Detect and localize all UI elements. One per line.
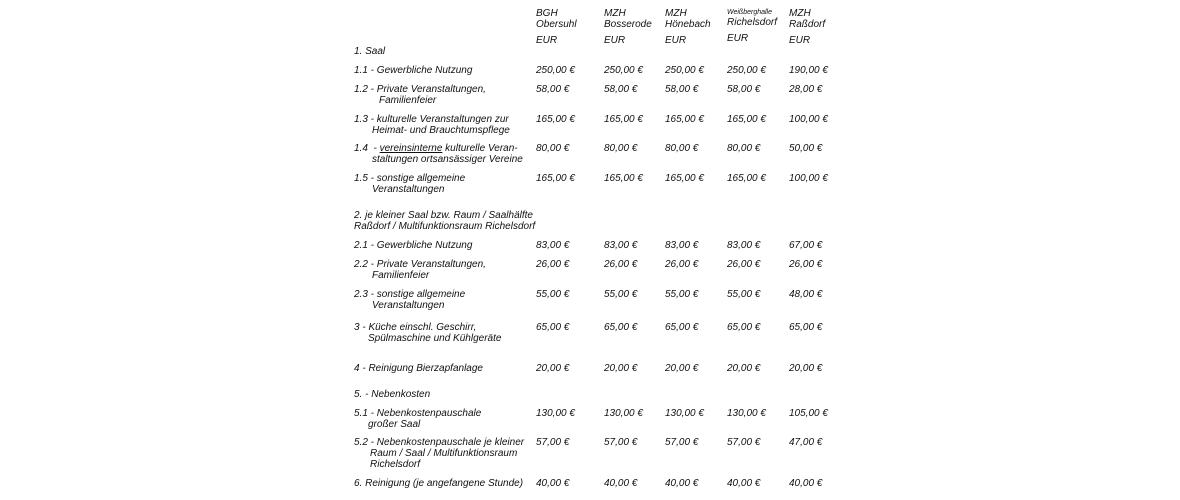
row-value: 65,00 € — [604, 322, 638, 333]
row-label — [354, 114, 510, 136]
row-value: 67,00 € — [789, 240, 823, 251]
column-header-line1: Weißberghalle — [727, 9, 773, 16]
row-value: 165,00 € — [665, 114, 704, 125]
row-value: 40,00 € — [536, 478, 570, 489]
row-value: 80,00 € — [727, 143, 761, 154]
row-value: 105,00 € — [789, 408, 828, 419]
row-value: 55,00 € — [665, 289, 699, 300]
row-value: 50,00 € — [789, 143, 823, 154]
row-value: 80,00 € — [604, 143, 638, 154]
row-value: 250,00 € — [727, 65, 766, 76]
column-header-line1: MZH — [789, 8, 811, 19]
row-value: 165,00 € — [604, 114, 643, 125]
row-value: 40,00 € — [727, 478, 761, 489]
currency-label: EUR — [604, 35, 626, 46]
column-header-richelsdorf — [727, 8, 777, 28]
row-label-line1: 5.1 - Nebenkostenpauschale — [354, 408, 482, 419]
row-value: 28,00 € — [789, 84, 823, 95]
row-value: 20,00 € — [727, 363, 761, 374]
row-label-line2: Veranstaltungen — [372, 300, 445, 311]
column-header-line1: BGH — [536, 8, 558, 19]
currency-label: EUR — [789, 35, 811, 46]
row-label-line1: 1.5 - sonstige allgemeine — [354, 173, 466, 184]
row-value: 26,00 € — [789, 259, 823, 270]
section-title: 5. - Nebenkosten — [354, 389, 431, 400]
row-value: 26,00 € — [604, 259, 638, 270]
row-value: 165,00 € — [536, 173, 575, 184]
row-value: 58,00 € — [536, 84, 570, 95]
row-label-line1: 3 - Küche einschl. Geschirr, — [354, 322, 477, 333]
row-value: 250,00 € — [604, 65, 643, 76]
row-label-line2: Veranstaltungen — [372, 184, 445, 195]
column-header-line1: MZH — [604, 8, 626, 19]
row-value: 250,00 € — [665, 65, 704, 76]
row-value: 190,00 € — [789, 65, 828, 76]
row-label: 6. Reinigung (je angefangene Stunde) — [354, 478, 524, 489]
row-label-line2: staltungen ortsansässiger Vereine — [372, 154, 523, 165]
row-value: 130,00 € — [536, 408, 575, 419]
section-title: 1. Saal — [354, 46, 386, 57]
row-label-suffix: kulturelle Veran- — [442, 143, 518, 154]
row-value: 55,00 € — [727, 289, 761, 300]
row-label: 2.1 - Gewerbliche Nutzung — [354, 240, 473, 251]
row-value: 65,00 € — [536, 322, 570, 333]
row-value: 20,00 € — [665, 363, 699, 374]
column-header-line2: Raßdorf — [789, 19, 826, 30]
row-value: 47,00 € — [789, 437, 823, 448]
row-label-line1: 1.2 - Private Veranstaltungen, — [354, 84, 486, 95]
row-value: 83,00 € — [536, 240, 570, 251]
row-label-line2: Familienfeier — [379, 95, 437, 106]
row-label: 4 - Reinigung Bierzapfanlage — [354, 363, 483, 374]
row-value: 80,00 € — [536, 143, 570, 154]
column-header-line1: MZH — [665, 8, 687, 19]
currency-label: EUR — [727, 33, 749, 44]
row-label-line2: Raum / Saal / Multifunktionsraum — [370, 448, 518, 459]
row-value: 26,00 € — [536, 259, 570, 270]
currency-label: EUR — [665, 35, 687, 46]
row-value: 65,00 € — [789, 322, 823, 333]
row-value: 83,00 € — [727, 240, 761, 251]
row-value: 130,00 € — [727, 408, 766, 419]
row-value: 165,00 € — [536, 114, 575, 125]
row-label — [354, 322, 501, 344]
row-label — [354, 173, 465, 195]
row-value: 57,00 € — [536, 437, 570, 448]
row-value: 57,00 € — [665, 437, 699, 448]
column-header-obersuhl — [536, 8, 577, 30]
row-value: 40,00 € — [604, 478, 638, 489]
column-header-line2: Bosserode — [604, 19, 652, 30]
row-label-line1: 1.3 - kulturelle Veranstaltungen zur — [354, 114, 509, 125]
row-value: 130,00 € — [604, 408, 643, 419]
row-label-line2: Heimat- und Brauchtumspflege — [372, 125, 510, 136]
row-label-prefix: 1.4 - — [354, 143, 380, 154]
row-value: 250,00 € — [536, 65, 575, 76]
row-value: 40,00 € — [789, 478, 823, 489]
row-value: 48,00 € — [789, 289, 823, 300]
row-label-line2: Familienfeier — [372, 270, 430, 281]
row-label-line2: großer Saal — [368, 419, 421, 430]
row-value: 165,00 € — [727, 114, 766, 125]
row-value: 20,00 € — [536, 363, 570, 374]
section-title — [354, 210, 535, 232]
column-header-line2: Obersuhl — [536, 19, 577, 30]
row-label-line3: Richelsdorf — [370, 459, 421, 470]
column-header-line2: Hönebach — [665, 19, 711, 30]
row-label-line1: 5.2 - Nebenkostenpauschale je kleiner — [354, 437, 525, 448]
row-value: 58,00 € — [727, 84, 761, 95]
currency-label: EUR — [536, 35, 558, 46]
row-label-line1: 2.3 - sonstige allgemeine — [354, 289, 466, 300]
row-value: 58,00 € — [665, 84, 699, 95]
row-label — [354, 408, 481, 430]
row-value: 130,00 € — [665, 408, 704, 419]
row-value: 58,00 € — [604, 84, 638, 95]
row-value: 165,00 € — [665, 173, 704, 184]
row-value: 57,00 € — [604, 437, 638, 448]
row-label: 1.1 - Gewerbliche Nutzung — [354, 65, 473, 76]
row-value: 83,00 € — [604, 240, 638, 251]
row-value: 26,00 € — [727, 259, 761, 270]
row-value: 20,00 € — [789, 363, 823, 374]
row-label-line2: Spülmaschine und Kühlgeräte — [368, 333, 502, 344]
column-header-line2: Richelsdorf — [727, 17, 778, 28]
section-title-line2: Raßdorf / Multifunktionsraum Richelsdorf — [354, 221, 536, 232]
row-label — [354, 289, 465, 311]
row-label-line1 — [354, 143, 523, 154]
row-value: 55,00 € — [536, 289, 570, 300]
row-value: 20,00 € — [604, 363, 638, 374]
row-value: 165,00 € — [727, 173, 766, 184]
row-value: 165,00 € — [604, 173, 643, 184]
row-value: 55,00 € — [604, 289, 638, 300]
section-title-line1: 2. je kleiner Saal bzw. Raum / Saalhälfte — [354, 210, 533, 221]
row-value: 83,00 € — [665, 240, 699, 251]
row-value: 65,00 € — [665, 322, 699, 333]
row-value: 100,00 € — [789, 114, 828, 125]
column-header-hoenebach — [665, 8, 711, 30]
row-value: 40,00 € — [665, 478, 699, 489]
row-label-line1: 2.2 - Private Veranstaltungen, — [354, 259, 486, 270]
row-value: 57,00 € — [727, 437, 761, 448]
row-value: 100,00 € — [789, 173, 828, 184]
row-value: 80,00 € — [665, 143, 699, 154]
row-label-underlined: vereinsinterne — [379, 143, 443, 154]
row-label — [354, 143, 523, 165]
row-label — [354, 437, 524, 470]
row-value: 26,00 € — [665, 259, 699, 270]
row-value: 65,00 € — [727, 322, 761, 333]
row-label — [354, 84, 486, 106]
column-header-rassdorf — [789, 8, 825, 30]
column-header-bosserode — [604, 8, 652, 30]
row-label — [354, 259, 486, 281]
